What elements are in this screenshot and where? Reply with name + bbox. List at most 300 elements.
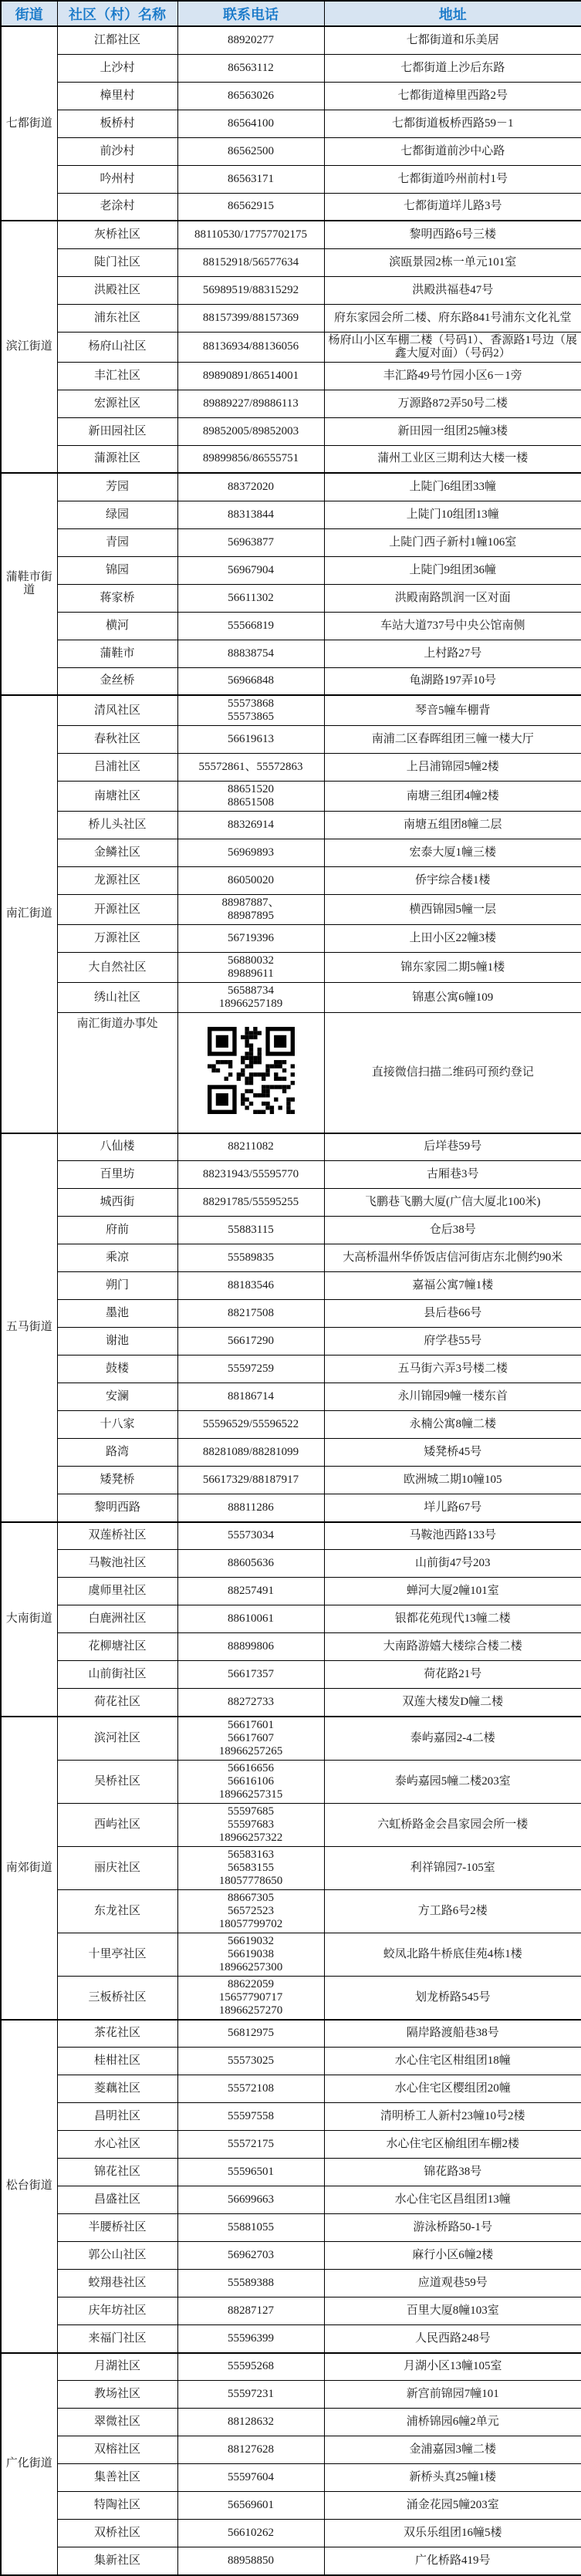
address: 永楠公寓8幢二楼 [324,1411,581,1439]
phone-line: 55596399 [228,2331,274,2345]
table-row [1,110,581,137]
phone-number [177,1605,324,1633]
phone-number [177,953,324,983]
address: 矮凳桥45号 [324,1439,581,1467]
address: 上村路27号 [324,640,581,667]
community-name: 前沙村 [57,137,177,165]
community-name: 锦园 [57,556,177,584]
address: 上陡门9组团36幢 [324,556,581,584]
table-row [1,556,581,584]
table-row [1,2242,581,2270]
phone-line: 88605636 [228,1557,274,1569]
community-name: 青园 [57,528,177,556]
phone-line: 88127628 [228,2443,274,2456]
address: 南塘五组团8幢二层 [324,812,581,839]
phone-line: 18966257189 [218,998,283,1010]
phone-number [177,304,324,332]
address: 涌金花园5幢203室 [324,2492,581,2520]
table-row [1,137,581,165]
address: 泰屿嘉园5幢二楼203室 [324,1760,581,1803]
table-row [1,1661,581,1689]
community-name: 水心社区 [57,2131,177,2159]
phone-line: 88128632 [228,2416,274,2428]
community-name: 绣山社区 [57,983,177,1013]
phone-line: 55573865 [228,711,274,723]
phone-line: 56583163 [228,1848,274,1861]
phone-line: 55597683 [228,1818,274,1831]
address: 大高桥温州华侨饭店信河街店东北侧约90米 [324,1244,581,1272]
street-label: 南汇街道 [1,695,57,1133]
community-name: 安澜 [57,1383,177,1411]
address: 蝉河大厦2幢101室 [324,1578,581,1605]
table-row [1,895,581,925]
table-row [1,1578,581,1605]
phone-line: 56617601 [228,1718,274,1731]
table-row [1,695,581,726]
phone-number [177,2242,324,2270]
table-row [1,812,581,839]
table-row [1,445,581,473]
address: 洪殿南路凯润一区对面 [324,584,581,612]
address: 侨宇综合楼1楼 [324,867,581,895]
address: 水心住宅区柑组团18幢 [324,2048,581,2075]
phone-number [177,248,324,276]
phone-line: 88291785/55595255 [202,1196,299,1208]
phone-number [177,362,324,390]
phone-line: 18057799702 [218,1917,283,1930]
community-name: 南塘社区 [57,782,177,812]
phone-number [177,2020,324,2048]
phone-line: 55595268 [228,2360,274,2373]
address: 七都街道前沙中心路 [324,137,581,165]
table-row [1,726,581,754]
table-row [1,667,581,695]
community-name: 杨府山社区 [57,332,177,362]
phone-number [177,1217,324,1244]
qr-code-cell [177,1013,324,1133]
phone-line: 88651520 [228,783,274,795]
phone-number [177,1689,324,1717]
col-header-community: 社区（村）名称 [57,1,177,26]
phone-number [177,1661,324,1689]
phone-number [177,276,324,304]
community-name: 半腰桥社区 [57,2214,177,2242]
street-label: 南郊街道 [1,1717,57,2020]
phone-line: 18966257315 [218,1788,283,1801]
community-name: 金鳞社区 [57,839,177,867]
address: 应道观巷59号 [324,2270,581,2297]
table-row [1,983,581,1013]
phone-number [177,2325,324,2353]
address: 七都街道上沙后东路 [324,54,581,82]
phone-number [177,2103,324,2131]
phone-number [177,2436,324,2464]
community-name: 芳园 [57,473,177,501]
phone-line: 56699663 [228,2193,274,2206]
address: 五马街六弄3号楼二楼 [324,1356,581,1383]
phone-line: 55589835 [228,1251,274,1264]
phone-number [177,2409,324,2436]
address: 锦东家园二期5幢1楼 [324,953,581,983]
address: 七都街道板桥西路59－1 [324,110,581,137]
phone-number [177,110,324,137]
address: 府学巷55号 [324,1328,581,1356]
community-name: 樟里村 [57,82,177,110]
table-row [1,1846,581,1889]
community-name: 庆年坊社区 [57,2297,177,2325]
street-label: 滨江街道 [1,221,57,473]
phone-line: 56962703 [228,2249,274,2261]
address: 上陡门西子新村1幢106室 [324,528,581,556]
phone-line: 89889611 [228,967,274,980]
table-row [1,2270,581,2297]
community-name: 锦花社区 [57,2159,177,2186]
address: 七都街道和乐美居 [324,26,581,54]
community-name: 墨池 [57,1300,177,1328]
phone-line: 56617290 [228,1335,274,1347]
table-row [1,1803,581,1846]
address: 县后巷66号 [324,1300,581,1328]
address: 七都街道樟里西路2号 [324,82,581,110]
phone-number [177,1846,324,1889]
phone-number [177,1578,324,1605]
community-name: 昌明社区 [57,2103,177,2131]
table-row [1,1933,581,1976]
table-row [1,221,581,248]
phone-line: 55572861、55572863 [198,761,303,773]
community-name: 白鹿洲社区 [57,1605,177,1633]
phone-number [177,332,324,362]
address: 垟儿路67号 [324,1494,581,1522]
table-row [1,2186,581,2214]
address: 黎明西路6号三楼 [324,221,581,248]
community-name: 双榕社区 [57,2436,177,2464]
phone-number [177,26,324,54]
table-row [1,1244,581,1272]
phone-number [177,54,324,82]
phone-line: 56967904 [228,563,274,576]
phone-line: 86563171 [228,172,274,185]
phone-line: 55883115 [228,1224,274,1236]
phone-number [177,1272,324,1300]
qr-code [208,1027,295,1114]
phone-line: 86050020 [228,874,274,886]
phone-line: 55597259 [228,1362,274,1375]
phone-number [177,2547,324,2575]
phone-number [177,1760,324,1803]
phone-number [177,754,324,782]
table-row [1,248,581,276]
phone-line: 56611302 [228,591,274,604]
phone-number [177,556,324,584]
address: 水心住宅区昌组团13幢 [324,2186,581,2214]
phone-line: 56619613 [228,733,274,745]
phone-line: 56610262 [228,2527,274,2539]
street-label: 大南街道 [1,1522,57,1717]
phone-line: 56880032 [228,954,274,967]
table-row [1,2159,581,2186]
phone-number [177,445,324,473]
qr-row [1,1013,581,1133]
phone-number [177,82,324,110]
community-name: 灰桥社区 [57,221,177,248]
community-name: 吟州村 [57,165,177,193]
phone-number [177,640,324,667]
community-name: 万源社区 [57,925,177,953]
address: 月湖小区13幢105室 [324,2353,581,2381]
address: 南塘三组团4幢2楼 [324,782,581,812]
phone-number [177,1411,324,1439]
table-row [1,1161,581,1189]
address: 隔岸路渡船巷38号 [324,2020,581,2048]
address: 锦花路38号 [324,2159,581,2186]
phone-line: 56616656 [228,1761,274,1774]
table-row [1,1689,581,1717]
phone-line: 86562915 [228,200,274,213]
table-row [1,1494,581,1522]
phone-line: 56989519/88315292 [202,283,299,296]
phone-line: 88231943/55595770 [202,1168,299,1180]
address: 龟湖路197弄10号 [324,667,581,695]
phone-number [177,782,324,812]
community-name: 集善社区 [57,2464,177,2492]
phone-line: 56569601 [228,2499,274,2511]
table-row [1,612,581,640]
address: 滨瓯景园2栋一单元101室 [324,248,581,276]
address: 清明桥工人新村23幢10号2楼 [324,2103,581,2131]
table-row [1,390,581,417]
table-row [1,2020,581,2048]
street-label: 广化街道 [1,2353,57,2575]
table-row [1,2353,581,2381]
community-name: 江都社区 [57,26,177,54]
community-name: 马鞍池社区 [57,1550,177,1578]
phone-number [177,2075,324,2103]
phone-line: 18966257270 [218,2004,283,2017]
phone-line: 56966848 [228,674,274,687]
address: 永川锦园9幢一楼东首 [324,1383,581,1411]
phone-number [177,417,324,445]
address: 游泳桥路50-1号 [324,2214,581,2242]
table-row [1,2547,581,2575]
phone-number [177,584,324,612]
address: 划龙桥路545号 [324,1976,581,2020]
community-name: 三板桥社区 [57,1976,177,2020]
address: 飞鹏巷飞鹏大厦(广信大厦北100米) [324,1189,581,1217]
community-name: 蒋家桥 [57,584,177,612]
phone-number [177,2492,324,2520]
table-row [1,1328,581,1356]
table-row [1,782,581,812]
table-row [1,2436,581,2464]
phone-number [177,221,324,248]
phone-number [177,2131,324,2159]
phone-number [177,2270,324,2297]
phone-line: 88899806 [228,1640,274,1653]
table-row [1,417,581,445]
table-row [1,754,581,782]
phone-line: 55597558 [228,2110,274,2122]
community-name: 桂柑社区 [57,2048,177,2075]
phone-number [177,2353,324,2381]
phone-line: 55596501 [228,2166,274,2178]
phone-number [177,925,324,953]
community-name: 八仙楼 [57,1133,177,1161]
address: 山前街47号203 [324,1550,581,1578]
community-name: 蒲源社区 [57,445,177,473]
table-row [1,1189,581,1217]
phone-number [177,867,324,895]
phone-line: 56719396 [228,932,274,944]
street-label: 七都街道 [1,26,57,221]
address: 车站大道737号中央公馆南侧 [324,612,581,640]
address: 欧洲城二期10幢105 [324,1467,581,1494]
community-name: 西屿社区 [57,1803,177,1846]
phone-number [177,1550,324,1578]
phone-number [177,812,324,839]
phone-number [177,895,324,925]
phone-number [177,1889,324,1933]
phone-number [177,137,324,165]
phone-number [177,2159,324,2186]
address: 新桥头真25幢1楼 [324,2464,581,2492]
phone-line: 88257491 [228,1585,274,1597]
phone-line: 86564100 [228,116,274,130]
address: 新宫前锦园7幢101 [324,2381,581,2409]
phone-number [177,695,324,726]
phone-line: 88326914 [228,819,274,831]
col-header-address: 地址 [324,1,581,26]
community-name: 谢池 [57,1328,177,1356]
table-row [1,2409,581,2436]
table-row [1,2131,581,2159]
phone-line: 56617329/88187917 [202,1474,299,1486]
phone-number [177,1467,324,1494]
table-row [1,1633,581,1661]
address: 金浦嘉园3幢二楼 [324,2436,581,2464]
address: 仓后38号 [324,1217,581,1244]
community-name: 郭公山社区 [57,2242,177,2270]
address: 上田小区22幢3楼 [324,925,581,953]
phone-line: 88987895 [228,910,274,922]
table-row [1,26,581,54]
community-name: 清风社区 [57,695,177,726]
community-name: 老涂村 [57,193,177,221]
table-row [1,1467,581,1494]
community-name: 昌盛社区 [57,2186,177,2214]
address: 广化桥路419号 [324,2547,581,2575]
table-row [1,1439,581,1467]
table-row [1,1272,581,1300]
phone-number [177,1328,324,1356]
phone-line: 89899856/86555751 [202,452,299,465]
phone-line: 55596529/55596522 [202,1418,299,1430]
address: 直接微信扫描二维码可预约登记 [324,1013,581,1133]
phone-line: 55597231 [228,2388,274,2400]
phone-line: 88152918/56577634 [202,255,299,268]
phone-line: 56619038 [228,1947,274,1960]
street-label: 五马街道 [1,1133,57,1522]
phone-line: 56619032 [228,1934,274,1947]
table-header [1,1,581,26]
table-row [1,1522,581,1550]
phone-line: 55597685 [228,1805,274,1818]
community-name: 金丝桥 [57,667,177,695]
table-row [1,1133,581,1161]
table-body [1,26,581,2575]
table-row [1,2492,581,2520]
address: 琴音5幢车棚背 [324,695,581,726]
community-name: 浦东社区 [57,304,177,332]
table-row [1,2464,581,2492]
phone-line: 88610061 [228,1612,274,1625]
table-row [1,584,581,612]
community-name: 宏源社区 [57,390,177,417]
community-name: 月湖社区 [57,2353,177,2381]
table-row [1,54,581,82]
phone-number [177,1439,324,1467]
address: 水心住宅区榆组团车棚2楼 [324,2131,581,2159]
address: 人民西路248号 [324,2325,581,2353]
community-name: 乘凉 [57,1244,177,1272]
phone-number [177,2520,324,2547]
address: 上陡门10组团13幢 [324,501,581,528]
address: 七都街道垟儿路3号 [324,193,581,221]
address: 浦桥锦园6幢2单元 [324,2409,581,2436]
phone-number [177,1383,324,1411]
table-row [1,1411,581,1439]
community-name: 特陶社区 [57,2492,177,2520]
phone-line: 86563112 [228,61,274,74]
col-header-phone: 联系电话 [177,1,324,26]
table-row [1,528,581,556]
address: 银都花苑现代13幢二楼 [324,1605,581,1633]
phone-number [177,1976,324,2020]
phone-line: 55573034 [228,1529,274,1542]
phone-line: 88136934/88136056 [202,340,299,353]
table-row [1,2297,581,2325]
phone-number [177,726,324,754]
phone-line: 88667305 [228,1891,274,1904]
address: 荷花路21号 [324,1661,581,1689]
phone-line: 88272733 [228,1695,274,1708]
phone-line: 88157399/88157369 [202,311,299,324]
community-name: 翠微社区 [57,2409,177,2436]
table-row [1,2075,581,2103]
address: 宏泰大厦1幢三楼 [324,839,581,867]
community-name: 茶花社区 [57,2020,177,2048]
table-row [1,1356,581,1383]
community-name: 虞师里社区 [57,1578,177,1605]
community-name: 府前 [57,1217,177,1244]
table-row [1,1976,581,2020]
street-label: 松台街道 [1,2020,57,2353]
header-row [1,1,581,26]
phone-number [177,1300,324,1328]
phone-line: 55572108 [228,2082,274,2095]
phone-line: 18966257300 [218,1960,283,1973]
community-name: 朔门 [57,1272,177,1300]
phone-line: 88622059 [228,1977,274,1990]
phone-number [177,2214,324,2242]
table-row [1,276,581,304]
phone-line: 56969893 [228,846,274,859]
phone-line: 88186714 [228,1390,274,1403]
address: 蛟凤北路牛桥底佳苑4栋1楼 [324,1933,581,1976]
phone-line: 55572175 [228,2138,274,2150]
phone-number [177,1933,324,1976]
phone-line: 56963877 [228,535,274,549]
